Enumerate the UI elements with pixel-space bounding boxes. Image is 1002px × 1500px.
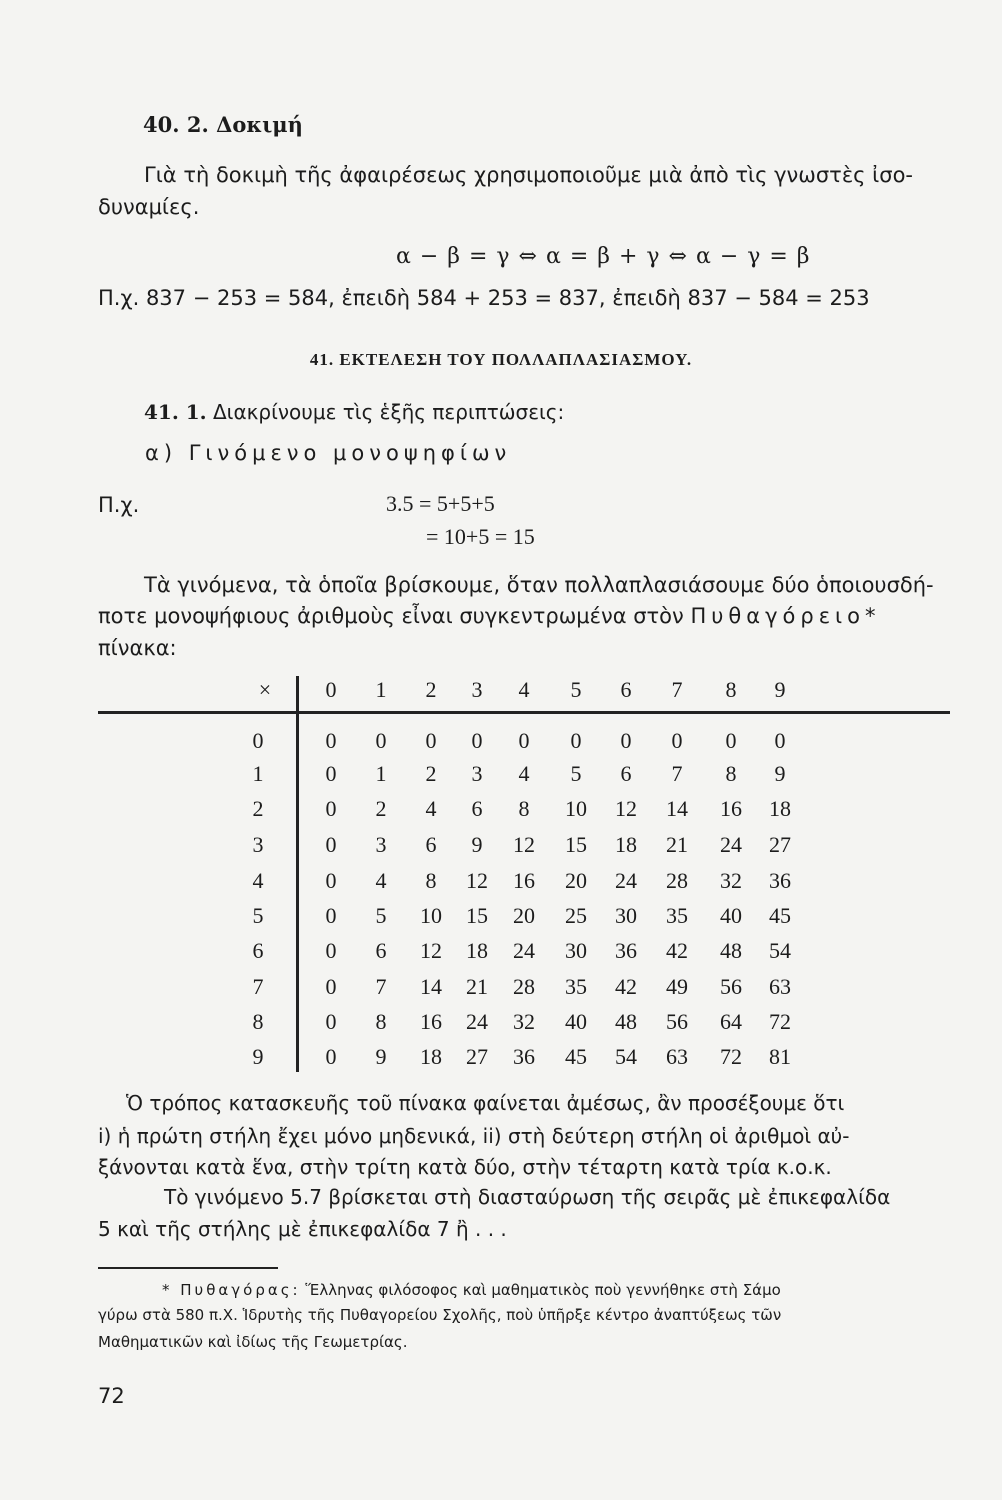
table-cell: 7 [375, 974, 387, 999]
table-corner-symbol: × [258, 677, 272, 702]
table-cell: 54 [769, 938, 791, 963]
section-heading-41: 41. ΕΚΤΕΛΕΣΗ ΤΟΥ ΠΟΛΛΑΠΛΑΣΙΑΣΜΟΥ. [309, 350, 693, 369]
table-cell: 49 [666, 974, 688, 999]
product-line-2: 5 καὶ τῆς στήλης μὲ ἐπικεφαλίδα 7 ἢ . . . [98, 1217, 507, 1241]
paragraph-line-2 [98, 604, 881, 628]
table-cell: 40 [565, 1009, 587, 1034]
equivalence-formula: α − β = γ ⇔ α = β + γ ⇔ α − γ = β [396, 244, 811, 269]
table-cell: 0 [325, 1044, 337, 1069]
table-cell: 12 [466, 868, 488, 893]
subsection-41-1 [144, 400, 564, 424]
table-col-header: 1 [375, 677, 387, 702]
intro-line-2: δυναμίες. [98, 195, 200, 219]
table-cell: 10 [565, 796, 587, 821]
table-cell: 64 [720, 1009, 742, 1034]
table-cell: 0 [671, 728, 683, 753]
table-cell: 8 [518, 796, 530, 821]
table-col-header: 8 [725, 677, 737, 702]
table-cell: 0 [774, 728, 786, 753]
table-cell: 8 [375, 1009, 387, 1034]
table-cell: 21 [466, 974, 488, 999]
table-cell: 6 [375, 938, 387, 963]
table-cell: 16 [420, 1009, 442, 1034]
table-cell: 27 [466, 1044, 488, 1069]
footnote-line-3: Μαθηματικῶν καὶ ἰδίως τῆς Γεωμετρίας. [98, 1333, 408, 1351]
explanation-line-1: Ὁ τρόπος κατασκευῆς τοῦ πίνακα φαίνεται ἀμέσως, ἂν προσέξουμε ὅτι [126, 1091, 845, 1115]
table-cell: 0 [325, 903, 337, 928]
table-row-header: 4 [252, 868, 264, 893]
explanation-line-2: i) ἡ πρώτη στήλη ἔχει μόνο μηδενικά, ii) στὴ δεύτερη στήλη οἱ ἀριθμοὶ αὐ- [98, 1124, 850, 1148]
table-cell: 4 [425, 796, 437, 821]
table-cell: 54 [615, 1044, 637, 1069]
footnote-line-2: γύρω στὰ 580 π.Χ. Ἱδρυτὴς τῆς Πυθαγορείου Σχολῆς, ποὺ ὑπῆρξε κέντρο ἀναπτύξεως τῶν [98, 1306, 782, 1324]
multiplication-equation-line-2: = 10+5 = 15 [426, 524, 535, 549]
intro-line-1: Γιὰ τὴ δοκιμὴ τῆς ἀφαιρέσεως χρησιμοποιοῦμε μιὰ ἀπὸ τὶς γνωστὲς ἰσο- [144, 163, 914, 187]
table-cell: 28 [513, 974, 535, 999]
paragraph-line-2-text: ποτε μονοψήφιους ἀριθμοὺς εἶναι συγκεντρωμένα στὸν [98, 604, 684, 628]
table-row-header: 1 [252, 761, 264, 786]
table-row-header: 7 [252, 974, 264, 999]
table-cell: 5 [570, 761, 582, 786]
table-cell: 0 [620, 728, 632, 753]
table-col-header: 3 [471, 677, 483, 702]
table-cell: 2 [425, 761, 437, 786]
table-cell: 24 [720, 832, 742, 857]
table-cell: 72 [720, 1044, 742, 1069]
table-col-header: 4 [518, 677, 530, 702]
table-cell: 36 [615, 938, 637, 963]
table-cell: 36 [513, 1044, 535, 1069]
table-cell: 0 [518, 728, 530, 753]
table-cell: 2 [375, 796, 387, 821]
table-col-header: 5 [570, 677, 582, 702]
product-line-1: Τὸ γινόμενο 5.7 βρίσκεται στὴ διασταύρωση τῆς σειρᾶς μὲ ἐπικεφαλίδα [164, 1185, 891, 1209]
table-row-header-rule [296, 676, 299, 1072]
table-cell: 24 [466, 1009, 488, 1034]
case-a-heading: α) Γινόμενο μονοψηφίων [145, 441, 512, 465]
table-cell: 35 [666, 903, 688, 928]
subsection-text: Διακρίνουμε τὶς ἑξῆς περιπτώσεις: [213, 400, 565, 424]
table-row-header: 9 [252, 1044, 264, 1069]
table-cell: 15 [466, 903, 488, 928]
table-row-header: 0 [252, 728, 264, 753]
table-cell: 0 [325, 938, 337, 963]
footnote-marker: * Πυθαγόρας: [162, 1281, 301, 1299]
table-col-header: 2 [425, 677, 437, 702]
table-cell: 16 [513, 868, 535, 893]
table-cell: 56 [666, 1009, 688, 1034]
table-cell: 32 [513, 1009, 535, 1034]
table-row-header: 2 [252, 796, 264, 821]
table-cell: 42 [666, 938, 688, 963]
table-cell: 63 [666, 1044, 688, 1069]
footnote-rule [98, 1267, 278, 1269]
table-cell: 18 [615, 832, 637, 857]
table-cell: 4 [518, 761, 530, 786]
table-cell: 12 [513, 832, 535, 857]
table-cell: 20 [513, 903, 535, 928]
table-cell: 81 [769, 1044, 791, 1069]
table-cell: 0 [325, 1009, 337, 1034]
paragraph-line-3: πίνακα: [98, 636, 177, 660]
table-cell: 72 [769, 1009, 791, 1034]
footnote-line-1 [162, 1281, 781, 1299]
table-cell: 0 [471, 728, 483, 753]
table-col-header: 6 [620, 677, 632, 702]
table-cell: 25 [565, 903, 587, 928]
table-cell: 0 [325, 761, 337, 786]
table-row-header: 5 [252, 903, 264, 928]
table-cell: 18 [420, 1044, 442, 1069]
table-cell: 14 [420, 974, 442, 999]
paragraph-line-1: Τὰ γινόμενα, τὰ ὁποῖα βρίσκουμε, ὅταν πολλαπλασιάσουμε δύο ὁποιουσδή- [144, 573, 934, 597]
table-cell: 14 [666, 796, 688, 821]
table-cell: 56 [720, 974, 742, 999]
subtraction-example: Π.χ. 837 − 253 = 584, ἐπειδὴ 584 + 253 = 837, ἐπειδὴ 837 − 584 = 253 [98, 286, 870, 310]
multiplication-equation-line-1: 3.5 = 5+5+5 [386, 491, 495, 516]
pythagorean-term: Πυθαγόρειο* [690, 604, 881, 628]
table-cell: 0 [325, 974, 337, 999]
table-cell: 6 [620, 761, 632, 786]
table-cell: 6 [425, 832, 437, 857]
table-cell: 48 [720, 938, 742, 963]
table-col-header: 0 [325, 677, 337, 702]
table-col-header: 7 [671, 677, 683, 702]
table-cell: 4 [375, 868, 387, 893]
table-cell: 9 [471, 832, 483, 857]
table-cell: 0 [325, 728, 337, 753]
table-cell: 16 [720, 796, 742, 821]
table-row-header: 3 [252, 832, 264, 857]
table-cell: 24 [615, 868, 637, 893]
table-cell: 12 [615, 796, 637, 821]
subsection-number: 41. 1. [144, 400, 207, 424]
table-cell: 7 [671, 761, 683, 786]
table-cell: 21 [666, 832, 688, 857]
table-cell: 45 [565, 1044, 587, 1069]
table-col-header: 9 [774, 677, 786, 702]
table-cell: 40 [720, 903, 742, 928]
table-cell: 3 [375, 832, 387, 857]
table-cell: 8 [425, 868, 437, 893]
table-cell: 27 [769, 832, 791, 857]
page-number: 72 [98, 1384, 125, 1408]
table-row-header: 8 [252, 1009, 264, 1034]
table-cell: 9 [774, 761, 786, 786]
table-cell: 5 [375, 903, 387, 928]
table-cell: 24 [513, 938, 535, 963]
footnote-line-1-text: Ἕλληνας φιλόσοφος καὶ μαθηματικὸς ποὺ γεννήθηκε στὴ Σάμο [305, 1281, 781, 1299]
table-cell: 20 [565, 868, 587, 893]
table-cell: 48 [615, 1009, 637, 1034]
table-cell: 32 [720, 868, 742, 893]
table-cell: 15 [565, 832, 587, 857]
table-cell: 9 [375, 1044, 387, 1069]
table-cell: 0 [375, 728, 387, 753]
section-title-40-2: 40. 2. Δοκιμή [143, 112, 303, 137]
table-cell: 12 [420, 938, 442, 963]
table-cell: 0 [570, 728, 582, 753]
table-cell: 28 [666, 868, 688, 893]
table-cell: 18 [769, 796, 791, 821]
table-cell: 0 [325, 796, 337, 821]
table-header-rule [98, 711, 950, 714]
explanation-line-3: ξάνονται κατὰ ἕνα, στὴν τρίτη κατὰ δύο, στὴν τέταρτη κατὰ τρία κ.ο.κ. [98, 1155, 832, 1179]
example-label: Π.χ. [98, 493, 140, 517]
table-row-header: 6 [252, 938, 264, 963]
table-cell: 6 [471, 796, 483, 821]
table-cell: 0 [425, 728, 437, 753]
table-cell: 0 [725, 728, 737, 753]
table-cell: 45 [769, 903, 791, 928]
table-cell: 10 [420, 903, 442, 928]
table-cell: 35 [565, 974, 587, 999]
table-cell: 36 [769, 868, 791, 893]
table-cell: 8 [725, 761, 737, 786]
table-cell: 18 [466, 938, 488, 963]
table-cell: 63 [769, 974, 791, 999]
table-cell: 3 [471, 761, 483, 786]
table-cell: 0 [325, 832, 337, 857]
table-cell: 30 [615, 903, 637, 928]
table-cell: 1 [375, 761, 387, 786]
table-cell: 0 [325, 868, 337, 893]
table-cell: 30 [565, 938, 587, 963]
table-cell: 42 [615, 974, 637, 999]
